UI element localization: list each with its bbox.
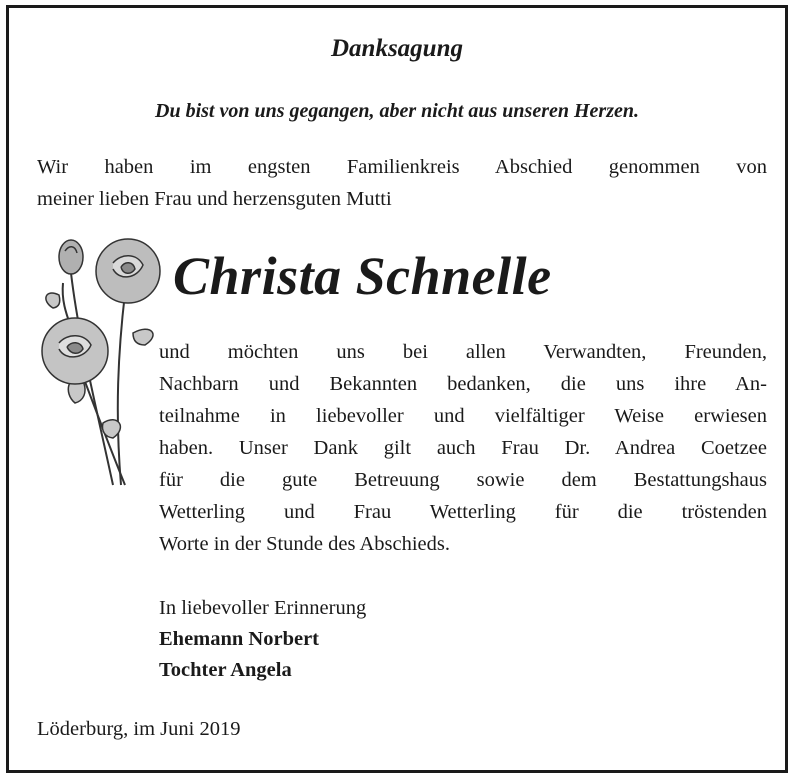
thanks-line: haben. Unser Dank gilt auch Frau Dr. Andrea Coetzee [159,437,767,459]
thanks-line: und möchten uns bei allen Verwandten, Freunden, [159,341,767,363]
notice-quote: Du bist von uns gegangen, aber nicht aus unseren Herzen. [155,100,639,122]
signer-husband: Ehemann Norbert [159,628,320,650]
notice-heading: Danksagung [331,35,463,62]
signoff-intro: In liebevoller Erinnerung [159,597,367,619]
intro-text [37,151,767,215]
intro-line-1: Wir haben im engsten Familienkreis Abschied genommen von [37,156,767,178]
thanks-line: Worte in der Stunde des Abschieds. [159,533,450,555]
deceased-name: Christa Schnelle [173,246,552,306]
thanks-line: Wetterling und Frau Wetterling für die tröstenden [159,501,767,523]
obituary-notice [6,5,788,773]
thanks-line: teilnahme in liebevoller und vielfältiger Weise erwiesen [159,405,767,427]
thanks-line: für die gute Betreuung sowie dem Bestattungshaus [159,469,767,491]
signoff [159,593,366,686]
signer-daughter: Tochter Angela [159,659,292,681]
intro-line-2: meiner lieben Frau und herzensguten Mutti [37,188,392,210]
roses-icon [33,223,168,493]
thanks-line: Nachbarn und Bekannten bedanken, die uns ihre An- [159,373,767,395]
place-date: Löderburg, im Juni 2019 [37,718,241,740]
thanks-text [159,336,767,560]
